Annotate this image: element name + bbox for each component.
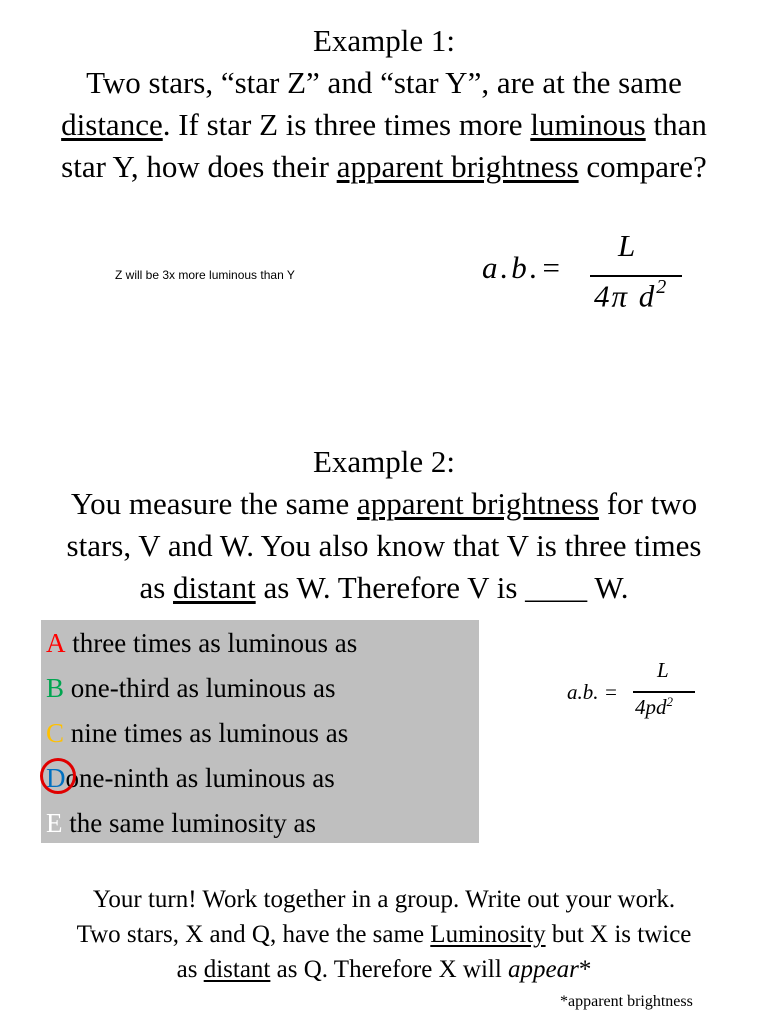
your-turn xyxy=(0,882,768,987)
term-apparent-brightness: apparent brightness xyxy=(336,149,579,184)
choice-c[interactable] xyxy=(46,716,348,750)
example1-formula: a.b.= L 4π $d^2$ xyxy=(482,228,692,318)
choice-e[interactable] xyxy=(46,806,316,840)
choice-b[interactable] xyxy=(46,671,335,705)
answer-choices xyxy=(41,620,479,843)
fraction-bar xyxy=(633,691,695,693)
example1-line2: distance. If star Z is three times more luminous than xyxy=(61,107,707,142)
choice-letter: C xyxy=(46,718,65,748)
choice-letter: E xyxy=(46,808,63,838)
term-distant: distant xyxy=(173,570,256,605)
example2-line3: as distant as W. Therefore V is ____ W. xyxy=(139,570,629,605)
footnote: *apparent brightness xyxy=(560,993,693,1010)
example2-line1: You measure the same apparent brightness for two xyxy=(70,486,698,521)
choice-letter: A xyxy=(46,628,66,658)
example1-question xyxy=(0,62,768,188)
example1-line3: star Y, how does their apparent brightness compare? xyxy=(61,149,707,184)
example1-note: Z will be 3x more luminous than Y xyxy=(115,268,295,282)
choice-text: the same luminosity as xyxy=(69,808,316,838)
choice-a[interactable] xyxy=(46,626,357,660)
choice-text: nine times as luminous as xyxy=(70,718,349,748)
example2-question xyxy=(0,483,768,609)
example1-title: Example 1: xyxy=(312,23,456,58)
term-appear: appear xyxy=(508,956,579,983)
term-distant: distant xyxy=(203,956,271,983)
example2-line2: stars, V and W. You also know that V is three times xyxy=(66,528,702,563)
term-luminosity: Luminosity xyxy=(430,921,546,948)
choice-letter: D xyxy=(46,761,66,795)
term-apparent-brightness: apparent brightness xyxy=(357,486,599,521)
turn-line3: as distant as Q. Therefore X will appear* xyxy=(176,956,592,983)
turn-line2: Two stars, X and Q, have the same Luminosity but X is twice xyxy=(76,921,692,948)
example2-title: Example 2: xyxy=(312,444,456,479)
example2-formula: a.b. = L $4pd^2$ xyxy=(567,658,707,738)
choice-text: one-ninth as luminous as xyxy=(65,763,335,793)
choice-text: three times as luminous as xyxy=(72,628,358,658)
term-distance: distance xyxy=(61,107,163,142)
selected-circle xyxy=(40,758,76,794)
turn-line1: Your turn! Work together in a group. Write out your work. xyxy=(92,886,676,913)
term-luminous: luminous xyxy=(530,107,646,142)
choice-letter: B xyxy=(46,673,65,703)
fraction-bar xyxy=(590,275,682,277)
choice-text: one-third as luminous as xyxy=(70,673,336,703)
choice-d[interactable] xyxy=(46,761,335,795)
example1-line1: Two stars, “star Z” and “star Y”, are at the same xyxy=(86,65,682,100)
